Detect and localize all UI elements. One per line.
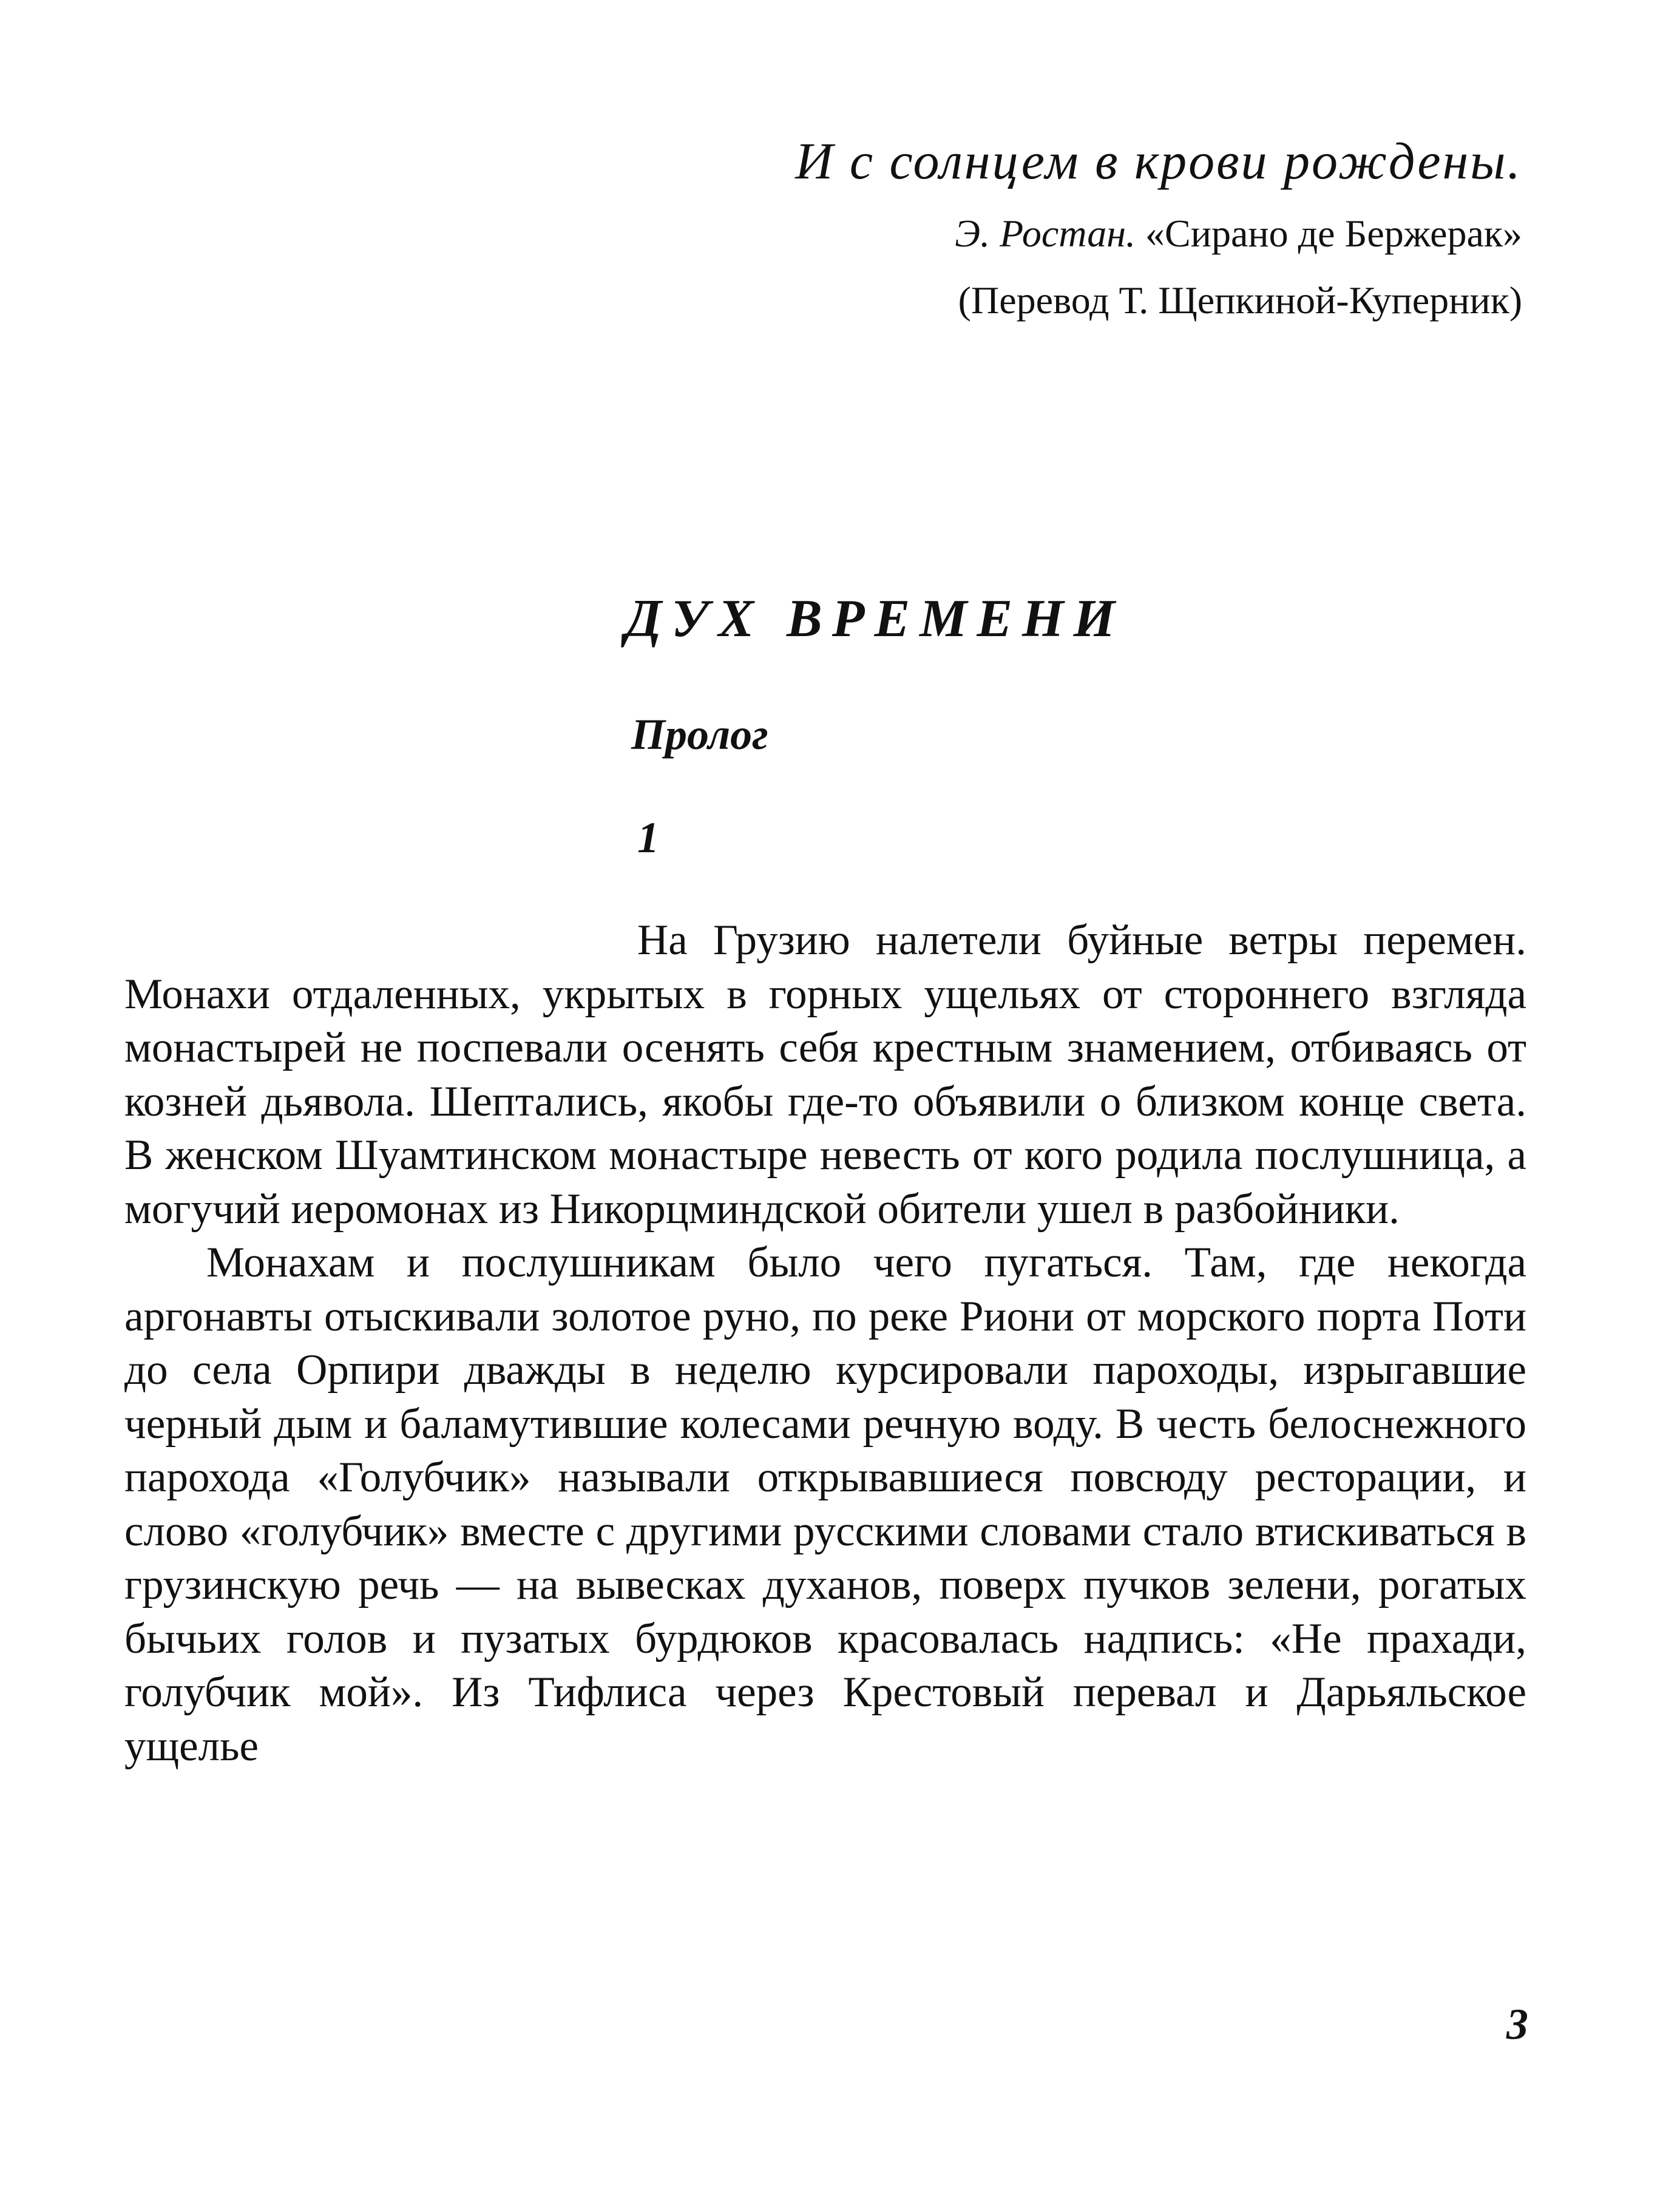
chapter-subtitle: Пролог	[631, 710, 768, 759]
epigraph-quote: И с солнцем в крови рождены.	[795, 132, 1522, 190]
epigraph	[551, 127, 1522, 334]
epigraph-translation: (Перевод Т. Щепкиной-Куперник)	[958, 279, 1522, 322]
epigraph-source-title: «Сирано де Бержерак»	[1145, 212, 1522, 255]
paragraph-1: На Грузию налетели буйные ветры перемен. Монахи отдаленных, укрытых в горных ущельях от стороннего взгляда монастырей не поспевали осенять себя крестным знамением, отбиваясь от козней дьявола. Шептались, якобы где-то объявили о близком конце света. В женском Шуамтинском монастыре невесть от кого родила послушница, а могучий иеромонах из Никорцминдской обители ушел в разбойники.	[124, 917, 1526, 1233]
page-number: 3	[1506, 2000, 1528, 2049]
chapter-title: ДУХ ВРЕМЕНИ	[625, 589, 1125, 648]
section-number: 1	[637, 813, 659, 862]
body-text	[124, 913, 1526, 1773]
paragraph-2: Монахам и послушникам было чего пугаться. Там, где некогда аргонавты отыскивали золотое руно, по реке Риони от морского порта Поти до села Орпири дважды в неделю курсировали пароходы, изрыгавшие черный дым и баламутившие колесами речную воду. В честь белоснежного парохода «Голубчик» называли открывавшиеся повсюду ресторации, и слово «голубчик» вместе с другими русскими словами стало втискиваться в грузинскую речь — на вывесках духанов, поверх пучков зелени, рогатых бычьих голов и пузатых бурдюков красовалась надпись: «Не прахади, голубчик мой». Из Тифлиса через Крестовый перевал и Дарьяльское ущелье	[124, 1239, 1526, 1770]
epigraph-author: Э. Ростан.	[955, 212, 1136, 255]
epigraph-attribution	[551, 200, 1522, 267]
